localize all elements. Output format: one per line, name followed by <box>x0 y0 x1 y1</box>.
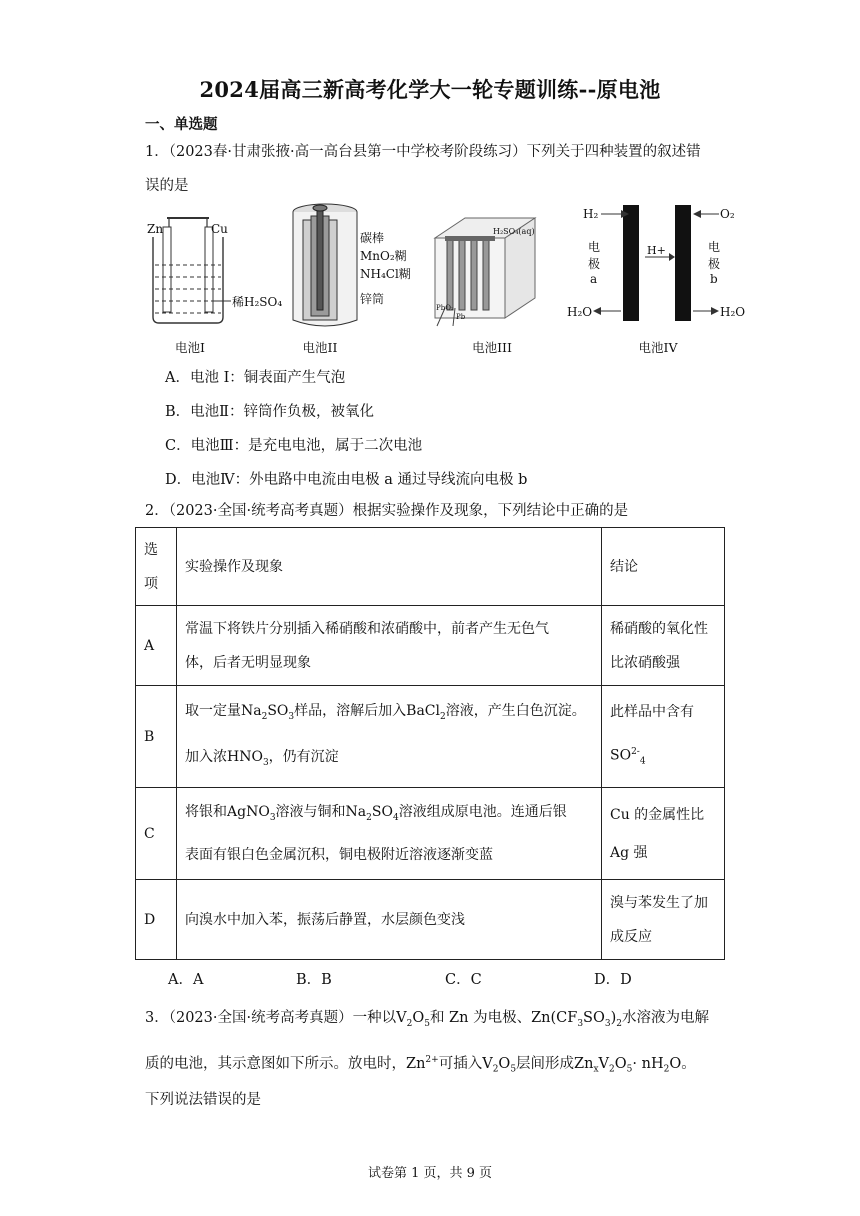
row-b-conclusion: 此样品中含有 $SO^{2-}_4$ <box>602 686 725 788</box>
header-conclusion: 结论 <box>602 528 725 606</box>
battery-ii-figure <box>285 200 365 335</box>
q2-answer-a: A．A <box>168 972 204 988</box>
q3-stem-line3: 下列说法错误的是 <box>145 1092 261 1108</box>
h2o-right-label: H₂O <box>720 305 746 319</box>
q2-answer-c: C．C <box>445 972 482 988</box>
row-a-option: A <box>136 606 177 686</box>
battery-i-figure <box>145 205 270 330</box>
mno2-label: MnO₂糊 <box>360 249 407 263</box>
experiment-table <box>135 527 725 960</box>
q2-answer-b: B．B <box>296 972 332 988</box>
q3-stem-line2: 质的电池，其示意图如下所示。放电时，$Zn^{2+}$可插入$V_2O_5$层间形成$Zn_xV_2O_5\cdot nH_2O$。 <box>145 1055 696 1075</box>
caption-battery-iii: 电池III <box>472 340 512 355</box>
row-a-conclusion: 稀硝酸的氧化性 比浓硝酸强 <box>602 606 725 686</box>
nh4cl-label: NH₄Cl糊 <box>360 267 411 281</box>
header-operation: 实验操作及现象 <box>177 528 602 606</box>
acid-label: 稀H₂SO₄ <box>232 295 283 309</box>
electrode-a-char2: 极 <box>588 257 601 271</box>
electrode-b-char2: 极 <box>708 257 721 271</box>
table-row <box>136 686 725 788</box>
q1-option-b: B．电池Ⅱ：锌筒作负极，被氧化 <box>165 404 375 420</box>
electrode-a-char3: a <box>590 272 598 286</box>
zn-label: Zn <box>147 222 164 236</box>
h2o-left-label: H₂O <box>567 305 593 319</box>
pb-label: Pb <box>456 313 466 321</box>
carbon-rod-label: 碳棒 <box>360 231 385 245</box>
row-a-operation: 常温下将铁片分别插入稀硝酸和浓硝酸中，前者产生无色气 体，后者无明显现象 <box>177 606 602 686</box>
row-d-option: D <box>136 880 177 960</box>
h2-label: H₂ <box>583 207 599 221</box>
section-heading: 一、单选题 <box>145 116 218 133</box>
q1-option-c: C．电池Ⅲ：是充电电池，属于二次电池 <box>165 438 423 454</box>
q1-option-a: A．电池 I：铜表面产生气泡 <box>165 370 346 386</box>
o2-label: O₂ <box>720 207 735 221</box>
header-option: 选 项 <box>136 528 177 606</box>
table-row <box>136 880 725 960</box>
h-plus-label: H+ <box>647 244 666 257</box>
table-row <box>136 788 725 880</box>
q2-answer-d: D．D <box>594 972 632 988</box>
q3-stem-line1: 3．（2023·全国·统考高考真题）一种以$V_2O_5$和 Zn 为电极、$Zn(CF_3SO_3)_2$水溶液为电解 <box>145 1010 710 1029</box>
table-header-row <box>136 528 725 606</box>
cu-label: Cu <box>211 222 228 236</box>
electrode-b-char1: 电 <box>708 240 721 254</box>
row-d-operation: 向溴水中加入苯，振荡后静置，水层颜色变浅 <box>177 880 602 960</box>
electrode-a-char1: 电 <box>588 240 601 254</box>
caption-battery-i: 电池I <box>175 340 205 355</box>
caption-battery-ii: 电池II <box>302 340 338 355</box>
q1-stem-line2: 误的是 <box>145 178 189 194</box>
q1-option-d: D．电池Ⅳ：外电路中电流由电极 a 通过导线流向电极 b <box>165 472 528 488</box>
page-footer: 试卷第 1 页，共 9 页 <box>367 1166 493 1181</box>
row-c-conclusion: Cu 的金属性比 Ag 强 <box>602 788 725 880</box>
row-b-option: B <box>136 686 177 788</box>
row-c-operation: 将银和AgNO$_3$溶液与铜和$Na_2SO_4$溶液组成原电池。连通后银 表面有银白色金属沉积，铜电极附近溶液逐渐变蓝 <box>177 788 602 880</box>
q2-stem: 2．（2023·全国·统考高考真题）根据实验操作及现象，下列结论中正确的是 <box>145 503 629 519</box>
page-title: 2024届高三新高考化学大一轮专题训练--原电池 <box>199 77 661 102</box>
acid-iii-label: H₂SO₄(aq) <box>493 227 535 236</box>
row-c-option: C <box>136 788 177 880</box>
zinc-can-label: 锌筒 <box>360 292 385 306</box>
pbo2-label: PbO₂ <box>436 304 454 312</box>
caption-battery-iv: 电池IV <box>638 340 678 355</box>
row-b-operation: 取一定量$Na_2SO_3$样品，溶解后加入BaCl$_2$溶液，产生白色沉淀。 加入浓$HNO_3$，仍有沉淀 <box>177 686 602 788</box>
table-row <box>136 606 725 686</box>
q1-stem-line1: 1．（2023春·甘肃张掖·高一高台县第一中学校考阶段练习）下列关于四种装置的叙述错 <box>145 144 701 160</box>
row-d-conclusion: 溴与苯发生了加 成反应 <box>602 880 725 960</box>
electrode-b-char3: b <box>710 272 718 286</box>
